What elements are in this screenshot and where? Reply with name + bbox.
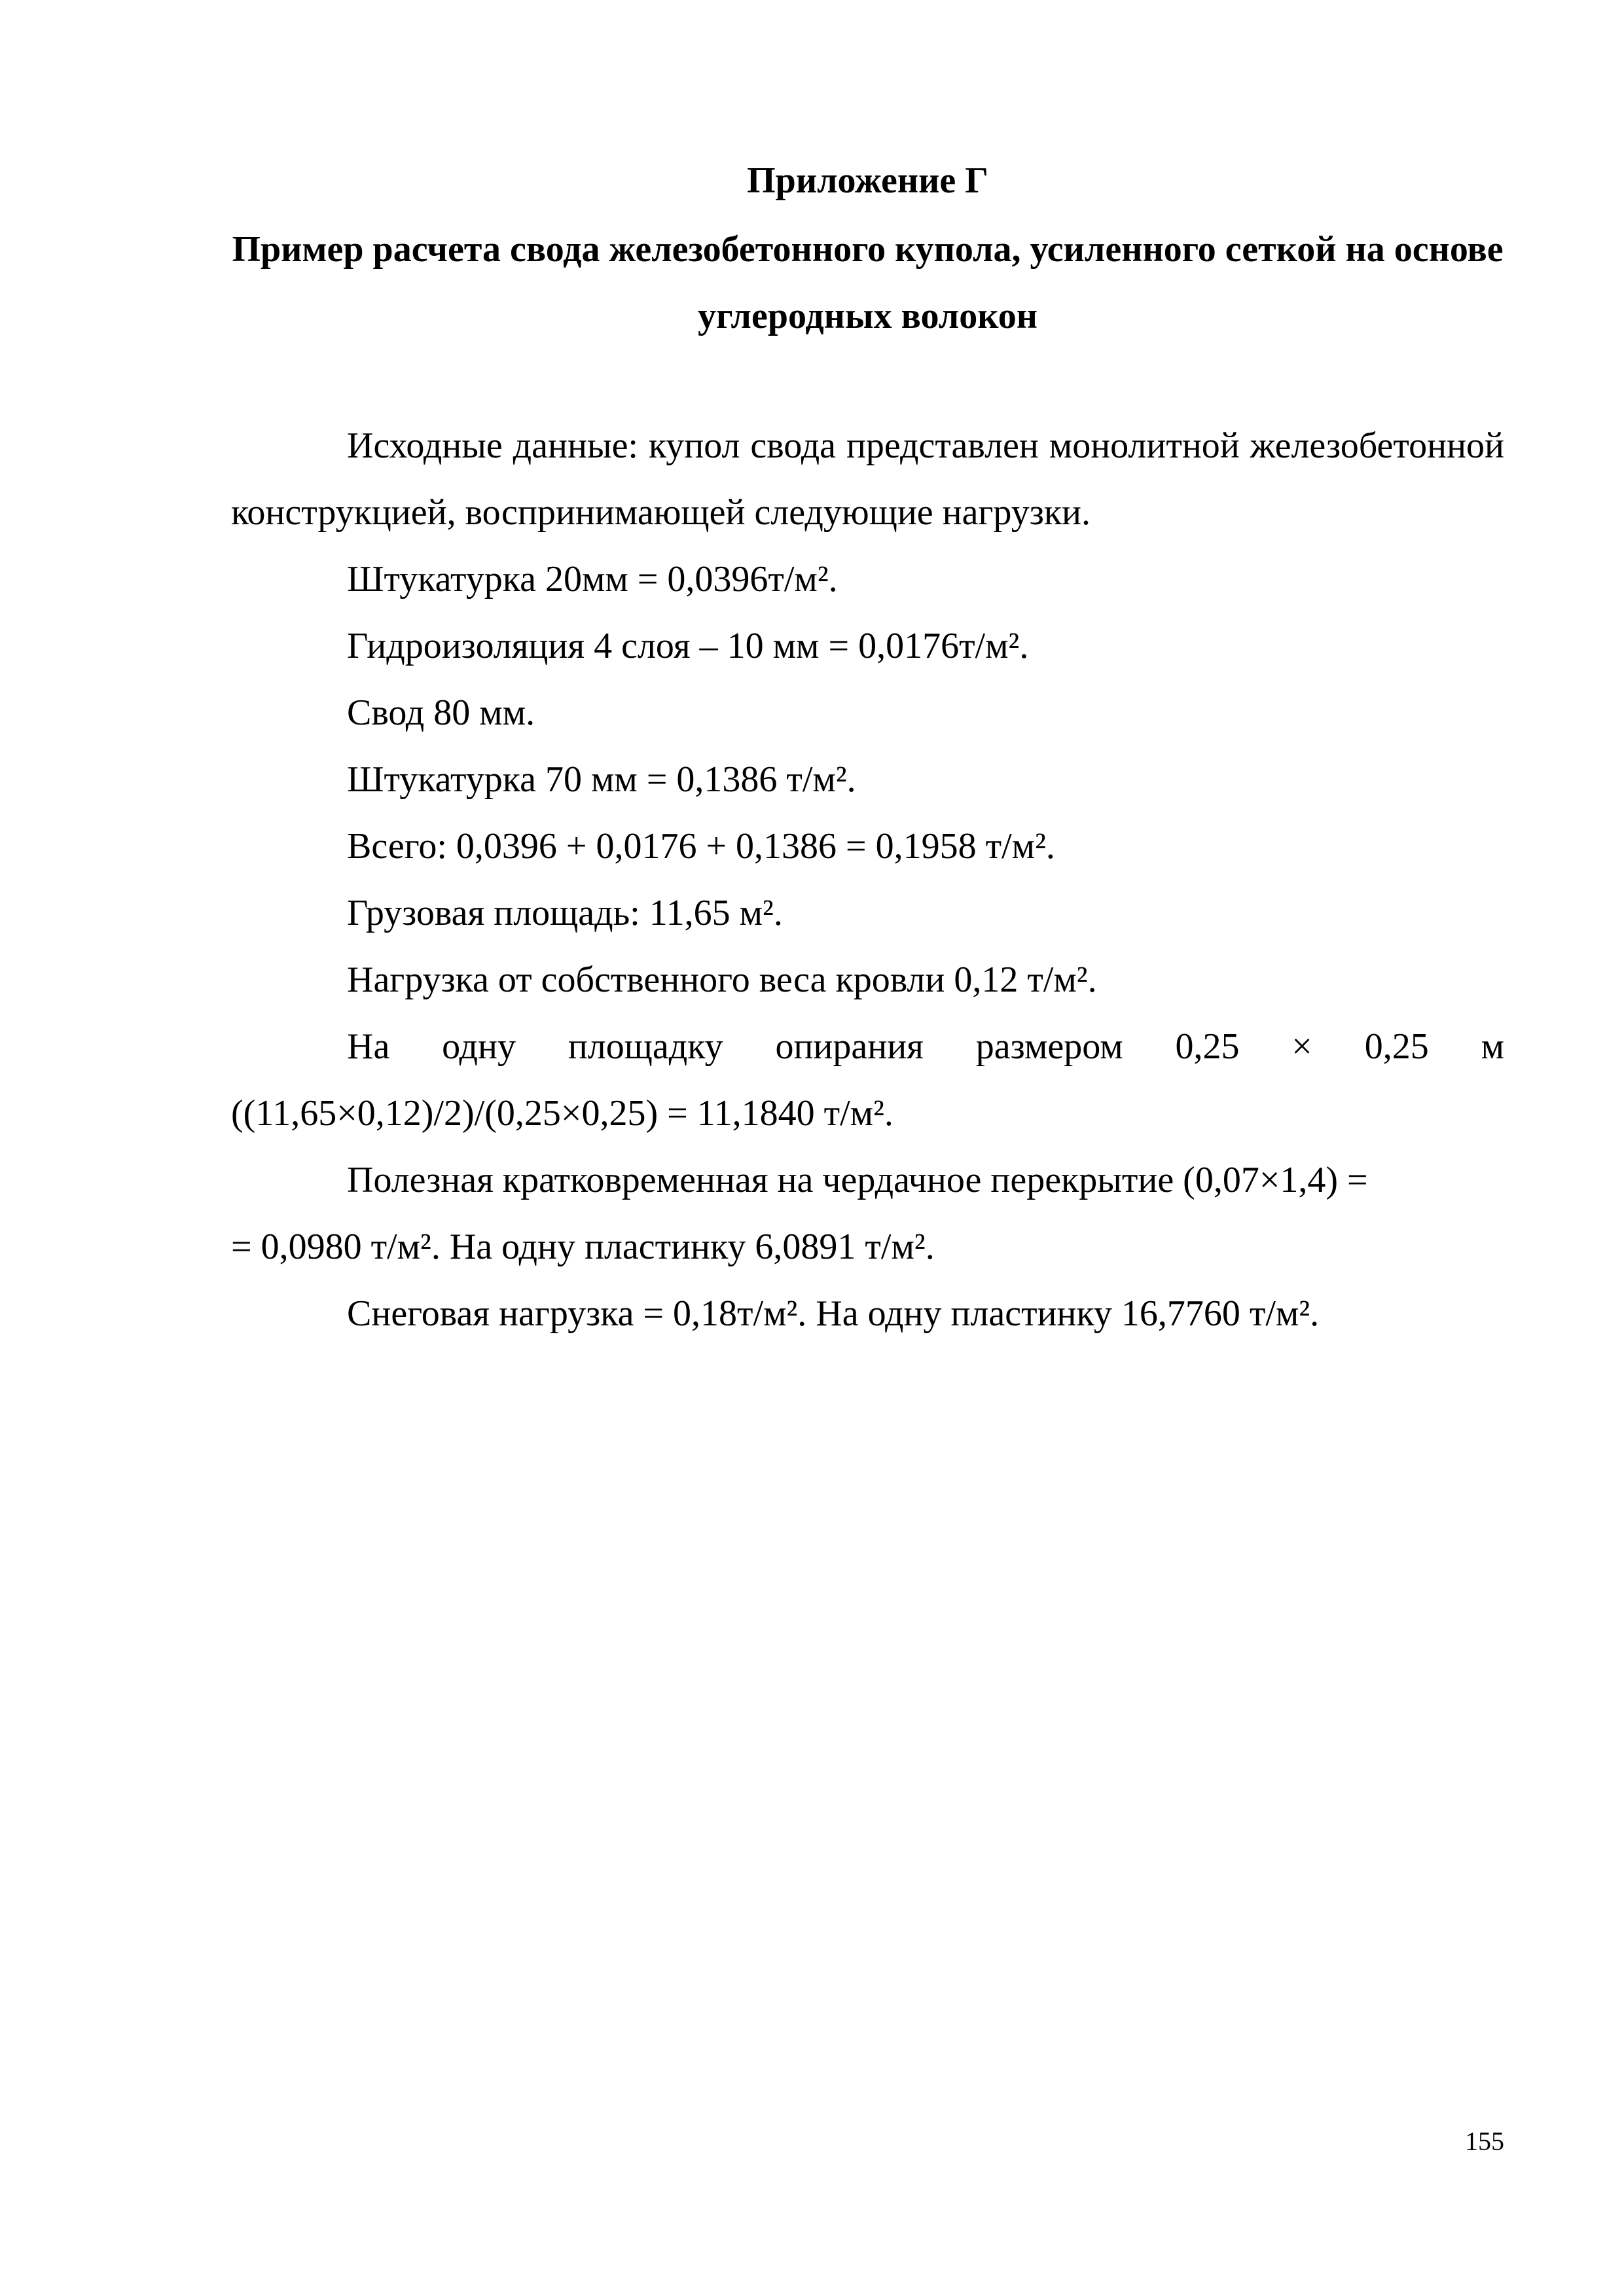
load-area-line: Грузовая площадь: 11,65 м². xyxy=(347,893,783,933)
plaster-20-line: Штукатурка 20мм = 0,0396т/м². xyxy=(347,559,838,600)
support-pad-line: На одну площадку опирания размером 0,25 × 0,25 м xyxy=(347,1026,1504,1067)
waterproofing-line: Гидроизоляция 4 слоя – 10 мм = 0,0176т/м². xyxy=(347,626,1029,666)
total-load-line: Всего: 0,0396 + 0,0176 + 0,1386 = 0,1958 т/м². xyxy=(347,826,1055,867)
roof-self-weight-line: Нагрузка от собственного веса кровли 0,12 т/м². xyxy=(347,960,1097,1000)
vault-thickness-line: Свод 80 мм. xyxy=(347,692,535,733)
document-title: Пример расчета свода железобетонного купола, усиленного сеткой на основе углеродных волокон xyxy=(232,229,1504,336)
document-body xyxy=(231,412,1504,1347)
useful-load-result: = 0,0980 т/м². На одну пластинку 6,0891 т/м². xyxy=(231,1227,935,1267)
intro-paragraph: Исходные данные: купол свода представлен монолитной железобетонной конструкцией, воспринимающей следующие нагрузки. xyxy=(231,425,1504,533)
page-number: 155 xyxy=(1465,2126,1504,2156)
support-pad-formula: ((11,65×0,12)/2)/(0,25×0,25) = 11,1840 т/м². xyxy=(231,1093,893,1134)
useful-load-line: Полезная кратковременная на чердачное перекрытие (0,07×1,4) = xyxy=(347,1160,1368,1200)
plaster-70-line: Штукатурка 70 мм = 0,1386 т/м². xyxy=(347,759,856,800)
appendix-title: Приложение Г xyxy=(747,160,988,201)
snow-load-line: Снеговая нагрузка = 0,18т/м². На одну пластинку 16,7760 т/м². xyxy=(347,1293,1320,1334)
